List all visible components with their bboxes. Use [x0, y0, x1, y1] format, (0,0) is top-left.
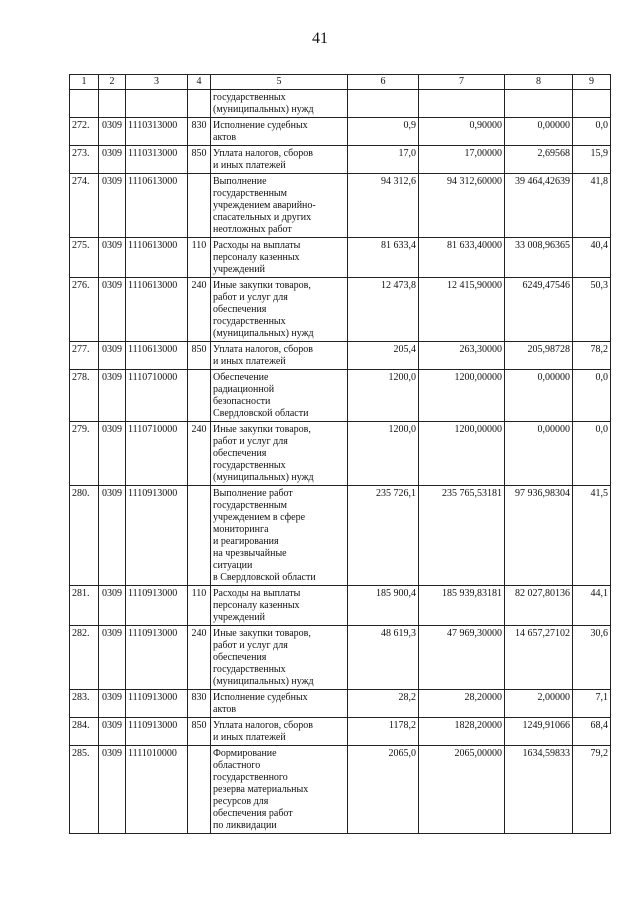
table-row	[70, 422, 611, 486]
amount-col8-cell: 82 027,80136	[505, 586, 573, 626]
target-code-cell: 1110313000	[126, 146, 188, 174]
table-row	[70, 690, 611, 718]
expense-type-cell	[188, 174, 211, 238]
table-row	[70, 626, 611, 690]
amount-col7-cell: 94 312,60000	[419, 174, 505, 238]
amount-col7-cell: 185 939,83181	[419, 586, 505, 626]
amount-col7-cell: 12 415,90000	[419, 278, 505, 342]
item-name-cell: Расходы на выплаты персоналу казенных учреждений	[211, 586, 348, 626]
item-name-cell: Обеспечение радиационной безопасности Свердловской области	[211, 370, 348, 422]
section-code-cell: 0309	[99, 238, 126, 278]
table-row	[70, 586, 611, 626]
amount-col6-cell: 1200,0	[348, 422, 419, 486]
section-code-cell: 0309	[99, 746, 126, 834]
amount-col8-cell: 2,69568	[505, 146, 573, 174]
amount-col7-cell: 81 633,40000	[419, 238, 505, 278]
amount-col6-cell: 1178,2	[348, 718, 419, 746]
amount-col7-cell: 28,20000	[419, 690, 505, 718]
item-name-cell: Формирование областного государственного резерва материальных ресурсов для обеспечения работ по ликвидации	[211, 746, 348, 834]
expense-type-cell	[188, 370, 211, 422]
expense-type-cell: 830	[188, 118, 211, 146]
percent-cell: 41,5	[573, 486, 611, 586]
section-code-cell: 0309	[99, 342, 126, 370]
column-header: 9	[573, 75, 611, 90]
section-code-cell: 0309	[99, 690, 126, 718]
row-number-cell: 280.	[70, 486, 99, 586]
column-header: 2	[99, 75, 126, 90]
percent-cell	[573, 90, 611, 118]
percent-cell: 0,0	[573, 422, 611, 486]
amount-col7-cell: 0,90000	[419, 118, 505, 146]
target-code-cell: 1111010000	[126, 746, 188, 834]
amount-col6-cell: 94 312,6	[348, 174, 419, 238]
table-row	[70, 746, 611, 834]
amount-col6-cell: 12 473,8	[348, 278, 419, 342]
target-code-cell: 1110913000	[126, 718, 188, 746]
amount-col8-cell: 2,00000	[505, 690, 573, 718]
table-body	[70, 90, 611, 834]
amount-col6-cell: 28,2	[348, 690, 419, 718]
target-code-cell: 1110613000	[126, 342, 188, 370]
item-name-cell: Иные закупки товаров, работ и услуг для обеспечения государственных (муниципальных) нужд	[211, 278, 348, 342]
expense-type-cell: 850	[188, 342, 211, 370]
expense-type-cell: 240	[188, 626, 211, 690]
percent-cell: 30,6	[573, 626, 611, 690]
amount-col6-cell: 1200,0	[348, 370, 419, 422]
column-header: 1	[70, 75, 99, 90]
table-row	[70, 118, 611, 146]
percent-cell: 79,2	[573, 746, 611, 834]
row-number-cell: 273.	[70, 146, 99, 174]
row-number-cell: 285.	[70, 746, 99, 834]
section-code-cell: 0309	[99, 718, 126, 746]
page-number: 41	[312, 30, 328, 47]
amount-col6-cell: 2065,0	[348, 746, 419, 834]
percent-cell: 7,1	[573, 690, 611, 718]
expense-type-cell: 830	[188, 690, 211, 718]
table-row	[70, 718, 611, 746]
amount-col6-cell: 17,0	[348, 146, 419, 174]
section-code-cell: 0309	[99, 146, 126, 174]
expense-type-cell: 850	[188, 718, 211, 746]
expense-type-cell	[188, 90, 211, 118]
amount-col8-cell: 33 008,96365	[505, 238, 573, 278]
column-header: 5	[211, 75, 348, 90]
amount-col7-cell: 17,00000	[419, 146, 505, 174]
percent-cell: 41,8	[573, 174, 611, 238]
percent-cell: 15,9	[573, 146, 611, 174]
section-code-cell: 0309	[99, 174, 126, 238]
amount-col6-cell: 185 900,4	[348, 586, 419, 626]
column-header: 7	[419, 75, 505, 90]
row-number-cell	[70, 90, 99, 118]
amount-col6-cell: 235 726,1	[348, 486, 419, 586]
amount-col7-cell: 1200,00000	[419, 370, 505, 422]
table-row	[70, 370, 611, 422]
amount-col7-cell: 1200,00000	[419, 422, 505, 486]
amount-col7-cell: 263,30000	[419, 342, 505, 370]
section-code-cell: 0309	[99, 370, 126, 422]
percent-cell: 50,3	[573, 278, 611, 342]
item-name-cell: Уплата налогов, сборов и иных платежей	[211, 342, 348, 370]
target-code-cell: 1110313000	[126, 118, 188, 146]
amount-col6-cell: 48 619,3	[348, 626, 419, 690]
amount-col8-cell: 0,00000	[505, 422, 573, 486]
section-code-cell: 0309	[99, 486, 126, 586]
amount-col8-cell: 1249,91066	[505, 718, 573, 746]
amount-col8-cell: 0,00000	[505, 370, 573, 422]
amount-col8-cell: 1634,59833	[505, 746, 573, 834]
section-code-cell	[99, 90, 126, 118]
target-code-cell: 1110710000	[126, 422, 188, 486]
item-name-cell: Выполнение работ государственным учреждением в сфере мониторинга и реагирования на чрезвычайные ситуации в Свердловской области	[211, 486, 348, 586]
target-code-cell: 1110613000	[126, 238, 188, 278]
item-name-cell: Уплата налогов, сборов и иных платежей	[211, 146, 348, 174]
row-number-cell: 283.	[70, 690, 99, 718]
row-number-cell: 274.	[70, 174, 99, 238]
row-number-cell: 282.	[70, 626, 99, 690]
target-code-cell: 1110913000	[126, 626, 188, 690]
percent-cell: 40,4	[573, 238, 611, 278]
target-code-cell	[126, 90, 188, 118]
row-number-cell: 276.	[70, 278, 99, 342]
row-number-cell: 284.	[70, 718, 99, 746]
section-code-cell: 0309	[99, 118, 126, 146]
expense-type-cell: 850	[188, 146, 211, 174]
amount-col7-cell: 1828,20000	[419, 718, 505, 746]
section-code-cell: 0309	[99, 586, 126, 626]
target-code-cell: 1110710000	[126, 370, 188, 422]
table-row	[70, 486, 611, 586]
amount-col8-cell: 205,98728	[505, 342, 573, 370]
percent-cell: 44,1	[573, 586, 611, 626]
amount-col7-cell: 47 969,30000	[419, 626, 505, 690]
table-row	[70, 146, 611, 174]
item-name-cell: Исполнение судебных актов	[211, 118, 348, 146]
table-header-row	[70, 75, 611, 90]
table-row	[70, 342, 611, 370]
item-name-cell: Иные закупки товаров, работ и услуг для обеспечения государственных (муниципальных) нужд	[211, 626, 348, 690]
target-code-cell: 1110913000	[126, 690, 188, 718]
column-header: 8	[505, 75, 573, 90]
expense-type-cell: 110	[188, 238, 211, 278]
amount-col6-cell: 205,4	[348, 342, 419, 370]
amount-col6-cell: 0,9	[348, 118, 419, 146]
percent-cell: 78,2	[573, 342, 611, 370]
amount-col6-cell	[348, 90, 419, 118]
amount-col8-cell: 6249,47546	[505, 278, 573, 342]
table-row	[70, 90, 611, 118]
item-name-cell: государственных (муниципальных) нужд	[211, 90, 348, 118]
item-name-cell: Расходы на выплаты персоналу казенных учреждений	[211, 238, 348, 278]
amount-col8-cell	[505, 90, 573, 118]
percent-cell: 0,0	[573, 118, 611, 146]
amount-col7-cell	[419, 90, 505, 118]
row-number-cell: 275.	[70, 238, 99, 278]
table-row	[70, 238, 611, 278]
target-code-cell: 1110613000	[126, 174, 188, 238]
table-row	[70, 174, 611, 238]
item-name-cell: Исполнение судебных актов	[211, 690, 348, 718]
expense-type-cell	[188, 486, 211, 586]
expense-type-cell: 240	[188, 422, 211, 486]
item-name-cell: Иные закупки товаров, работ и услуг для обеспечения государственных (муниципальных) нужд	[211, 422, 348, 486]
amount-col8-cell: 14 657,27102	[505, 626, 573, 690]
row-number-cell: 272.	[70, 118, 99, 146]
column-header: 4	[188, 75, 211, 90]
item-name-cell: Уплата налогов, сборов и иных платежей	[211, 718, 348, 746]
expense-type-cell: 110	[188, 586, 211, 626]
section-code-cell: 0309	[99, 626, 126, 690]
column-header: 6	[348, 75, 419, 90]
amount-col8-cell: 97 936,98304	[505, 486, 573, 586]
amount-col8-cell: 39 464,42639	[505, 174, 573, 238]
row-number-cell: 278.	[70, 370, 99, 422]
row-number-cell: 277.	[70, 342, 99, 370]
column-header: 3	[126, 75, 188, 90]
target-code-cell: 1110613000	[126, 278, 188, 342]
amount-col8-cell: 0,00000	[505, 118, 573, 146]
row-number-cell: 281.	[70, 586, 99, 626]
percent-cell: 68,4	[573, 718, 611, 746]
amount-col6-cell: 81 633,4	[348, 238, 419, 278]
section-code-cell: 0309	[99, 422, 126, 486]
budget-table	[69, 74, 611, 834]
amount-col7-cell: 2065,00000	[419, 746, 505, 834]
percent-cell: 0,0	[573, 370, 611, 422]
target-code-cell: 1110913000	[126, 586, 188, 626]
section-code-cell: 0309	[99, 278, 126, 342]
expense-type-cell	[188, 746, 211, 834]
amount-col7-cell: 235 765,53181	[419, 486, 505, 586]
item-name-cell: Выполнение государственным учреждением аварийно- спасательных и других неотложных работ	[211, 174, 348, 238]
target-code-cell: 1110913000	[126, 486, 188, 586]
row-number-cell: 279.	[70, 422, 99, 486]
expense-type-cell: 240	[188, 278, 211, 342]
table-row	[70, 278, 611, 342]
